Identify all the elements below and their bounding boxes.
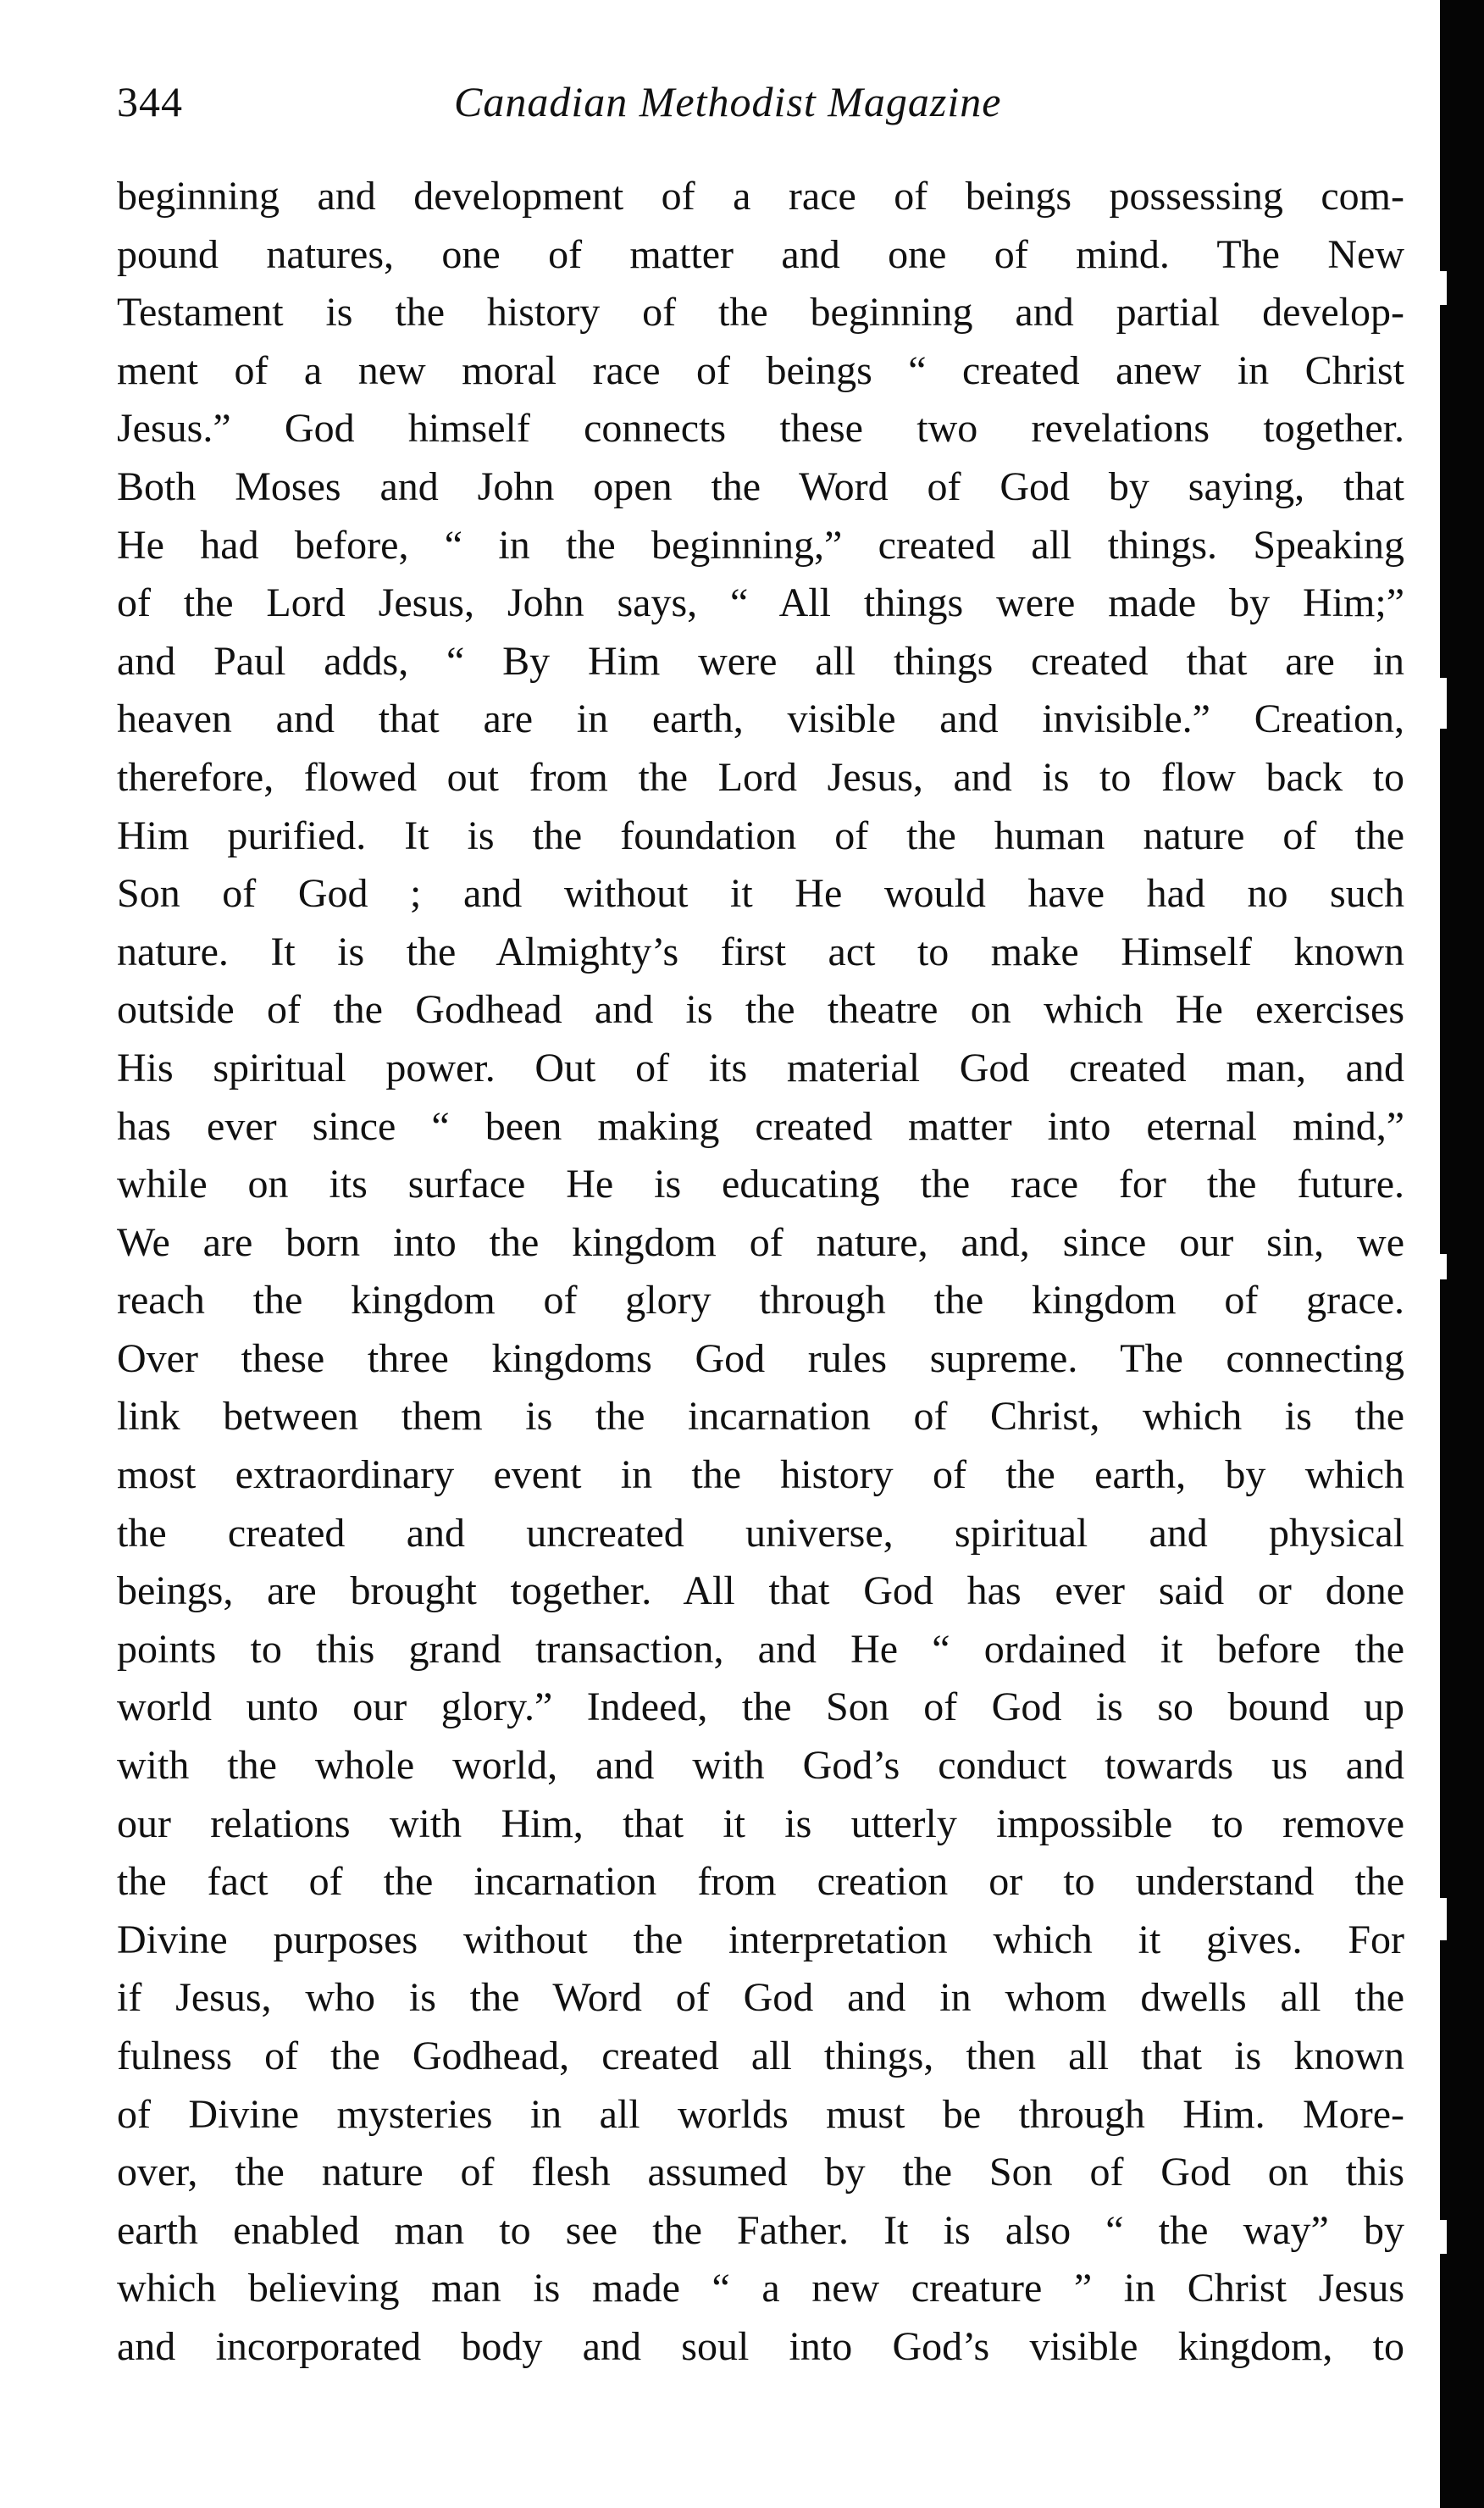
text-line: has ever since “ been making created matter into eternal mind,” xyxy=(117,1103,1404,1149)
text-line: and incorporated body and soul into God’s visible kingdom, to xyxy=(117,2323,1404,2369)
text-line: Son of God ; and without it He would have had no such xyxy=(117,871,1404,917)
text-line: the created and uncreated universe, spiritual and physical xyxy=(117,1510,1404,1556)
text-line: while on its surface He is educating the race for the future. xyxy=(117,1162,1404,1207)
text-line: which believing man is made “ a new creature ” in Christ Jesus xyxy=(117,2266,1404,2311)
text-line: of Divine mysteries in all worlds must be through Him. More- xyxy=(117,2091,1404,2137)
text-line: Him purified. It is the foundation of the human nature of the xyxy=(117,813,1404,858)
text-line: We are born into the kingdom of nature, and, since our sin, we xyxy=(117,1219,1404,1265)
page-edge-notch xyxy=(1435,678,1447,729)
text-line: over, the nature of flesh assumed by the Son of God on this xyxy=(117,2150,1404,2195)
text-line: world unto our glory.” Indeed, the Son of God is so bound up xyxy=(117,1684,1404,1730)
text-line: earth enabled man to see the Father. It is also “ the way” by xyxy=(117,2207,1404,2253)
journal-title: Canadian Methodist Magazine xyxy=(454,78,1002,125)
text-line: heaven and that are in earth, visible and invisible.” Creation, xyxy=(117,696,1404,742)
text-line: of the Lord Jesus, John says, “ All things were made by Him;” xyxy=(117,580,1404,626)
page-edge-notch xyxy=(1435,2220,1447,2254)
text-line: Both Moses and John open the Word of God by saying, that xyxy=(117,463,1404,509)
text-line: and Paul adds, “ By Him were all things created that are in xyxy=(117,638,1404,684)
text-line: most extraordinary event in the history of the earth, by which xyxy=(117,1452,1404,1498)
text-line: outside of the Godhead and is the theatre on which He exercises xyxy=(117,987,1404,1033)
text-line: Over these three kingdoms God rules supreme. The connecting xyxy=(117,1335,1404,1381)
text-line: beings, are brought together. All that God has ever said or done xyxy=(117,1568,1404,1614)
text-line: the fact of the incarnation from creation or to understand the xyxy=(117,1859,1404,1905)
text-line: ment of a new moral race of beings “ created anew in Christ xyxy=(117,347,1404,393)
text-line: beginning and development of a race of beings possessing com- xyxy=(117,174,1404,219)
text-line: Testament is the history of the beginning and partial develop- xyxy=(117,290,1404,336)
text-line: therefore, flowed out from the Lord Jesus, and is to flow back to xyxy=(117,754,1404,800)
text-line: nature. It is the Almighty’s first act to make Himself known xyxy=(117,929,1404,974)
text-line: Divine purposes without the interpretation which it gives. For xyxy=(117,1917,1404,1962)
page-edge-notch xyxy=(1435,1254,1447,1279)
text-line: fulness of the Godhead, created all things, then all that is known xyxy=(117,2034,1404,2078)
text-line: our relations with Him, that it is utterly impossible to remove xyxy=(117,1801,1404,1846)
text-line: His spiritual power. Out of its material God created man, and xyxy=(117,1045,1404,1090)
text-line: pound natures, one of matter and one of mind. The New xyxy=(117,231,1404,277)
text-line: Jesus.” God himself connects these two revelations together. xyxy=(117,406,1404,452)
text-line: reach the kingdom of glory through the kingdom of grace. xyxy=(117,1278,1404,1323)
text-line: if Jesus, who is the Word of God and in whom dwells all the xyxy=(117,1975,1404,2021)
page-edge-notch xyxy=(1435,271,1447,305)
running-header xyxy=(117,68,1438,136)
text-line: points to this grand transaction, and He “ ordained it before the xyxy=(117,1626,1404,1672)
text-line: He had before, “ in the beginning,” created all things. Speaking xyxy=(117,522,1404,568)
text-line: link between them is the incarnation of Christ, which is the xyxy=(117,1394,1404,1440)
text-line: with the whole world, and with God’s conduct towards us and xyxy=(117,1743,1404,1789)
page-edge-notch xyxy=(1435,1898,1447,1940)
page-number: 344 xyxy=(117,78,183,125)
body-paragraph xyxy=(117,168,1404,2377)
